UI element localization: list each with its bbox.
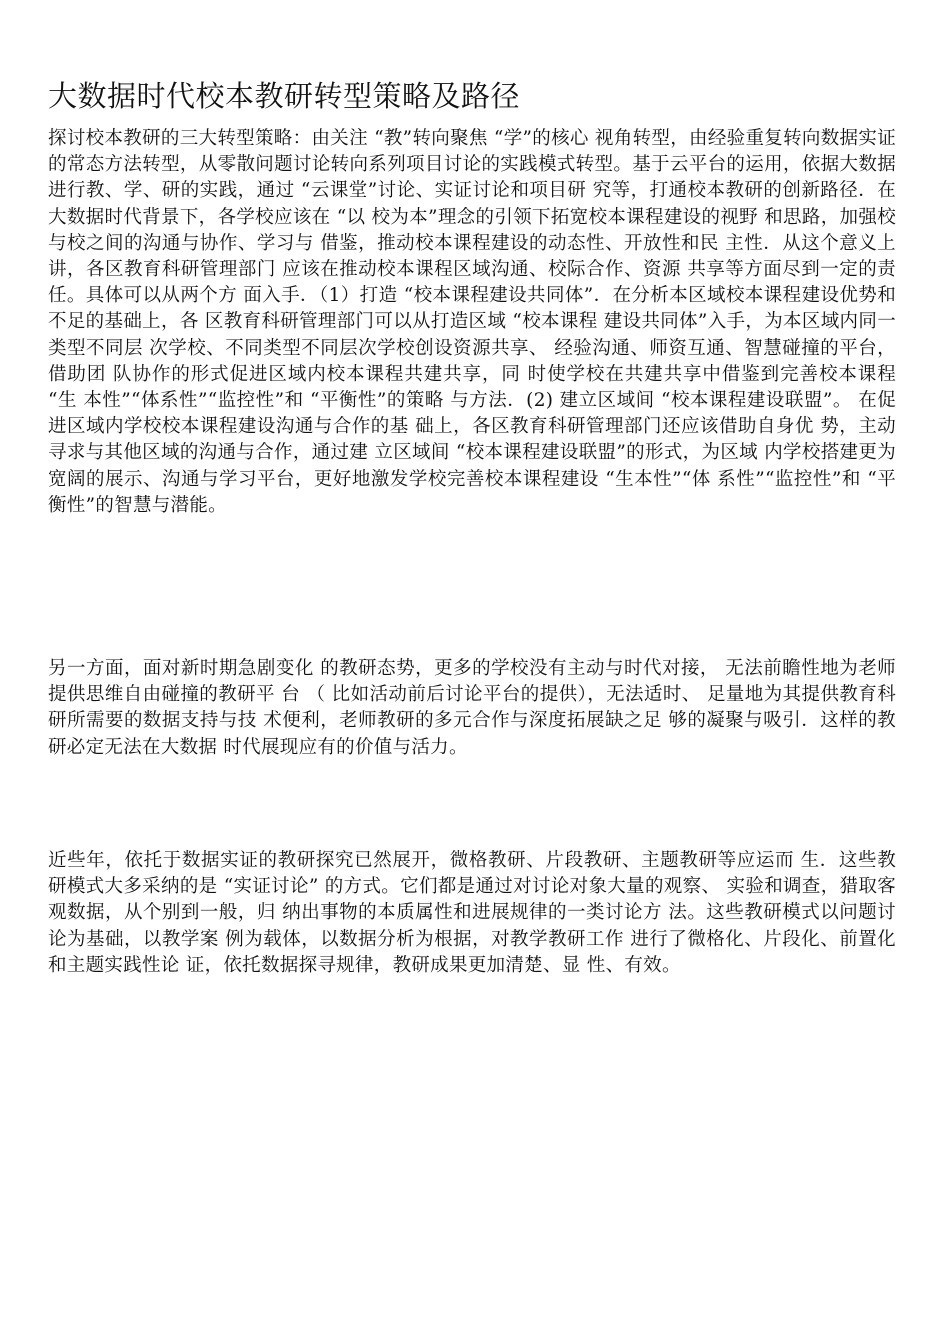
paragraph-challenges: 另一方面，面对新时期急剧变化 的教研态势，更多的学校没有主动与时代对接， 无法前瞻性地为老师提供思维自由碰撞的教研平 台 （ 比如活动前后讨论平台的提供），无法适时、 足量地为其提供教育科研所需要的数据支持与技 术便利，老师教研的多元合作与深度拓展缺之足 够的凝聚与吸引．这样的教研必定无法在大数据 时代展现应有的价值与活力。: [48, 658, 896, 758]
paragraph-evidence-research: 近些年，依托于数据实证的教研探究已然展开，微格教研、片段教研、主题教研等应运而 生．这些教研模式大多采纳的是 “实证讨论” 的方式。它们都是通过对讨论对象大量的观察、 实验和调查，猎取客观数据，从个别到一般，归 纳出事物的本质属性和进展规律的一类讨论方 法。这些教研模式以问题讨论为基础，以教学案 例为载体，以数据分析为根据，对教学教研工作 进行了微格化、片段化、前置化和主题实践性论 证，依托数据探寻规律，教研成果更加清楚、显 性、有效。: [48, 850, 896, 976]
document-title: 大数据时代校本教研转型策略及路径: [48, 79, 521, 113]
paragraph-strategies: 探讨校本教研的三大转型策略：由关注 “教”转向聚焦 “学”的核心 视角转型，由经验重复转向数据实证的常态方法转型，从零散问题讨论转向系列项目讨论的实践模式转型。基于云平台的运用，依据大数据进行教、学、研的实践，通过 “云课堂”讨论、实证讨论和项目研 究等，打通校本教研的创新路径．在大数据时代背景下，各学校应该在 “以 校为本”理念的引领下拓宽校本课程建设的视野 和思路，加强校与校之间的沟通与协作、学习与 借鉴，推动校本课程建设的动态性、开放性和民 主性．从这个意义上讲，各区教育科研管理部门 应该在推动校本课程区域沟通、校际合作、资源 共享等方面尽到一定的责任。具体可以从两个方 面入手．（1）打造 “校本课程建设共同体”．在分析本区域校本课程建设优势和不足的基础上，各 区教育科研管理部门可以从打造区域 “校本课程 建设共同体”入手，为本区域内同一类型不同层 次学校、不同类型不同层次学校创设资源共享、 经验沟通、师资互通、智慧碰撞的平台，借助团 队协作的形式促进区域内校本课程共建共享，同 时使学校在共建共享中借鉴到完善校本课程 “生 本性”“体系性”“监控性”和 “平衡性”的策略 与方法．(2) 建立区域间 “校本课程建设联盟”。 在促进区域内学校校本课程建设沟通与合作的基 础上，各区教育科研管理部门还应该借助自身优 势，主动寻求与其他区域的沟通与合作，通过建 立区域间 “校本课程建设联盟”的形式，为区域 内学校搭建更为宽阔的展示、沟通与学习平台，更好地激发学校完善校本课程建设 “生本性”“体 系性”“监控性”和 “平衡性”的智慧与潜能。: [48, 128, 896, 516]
